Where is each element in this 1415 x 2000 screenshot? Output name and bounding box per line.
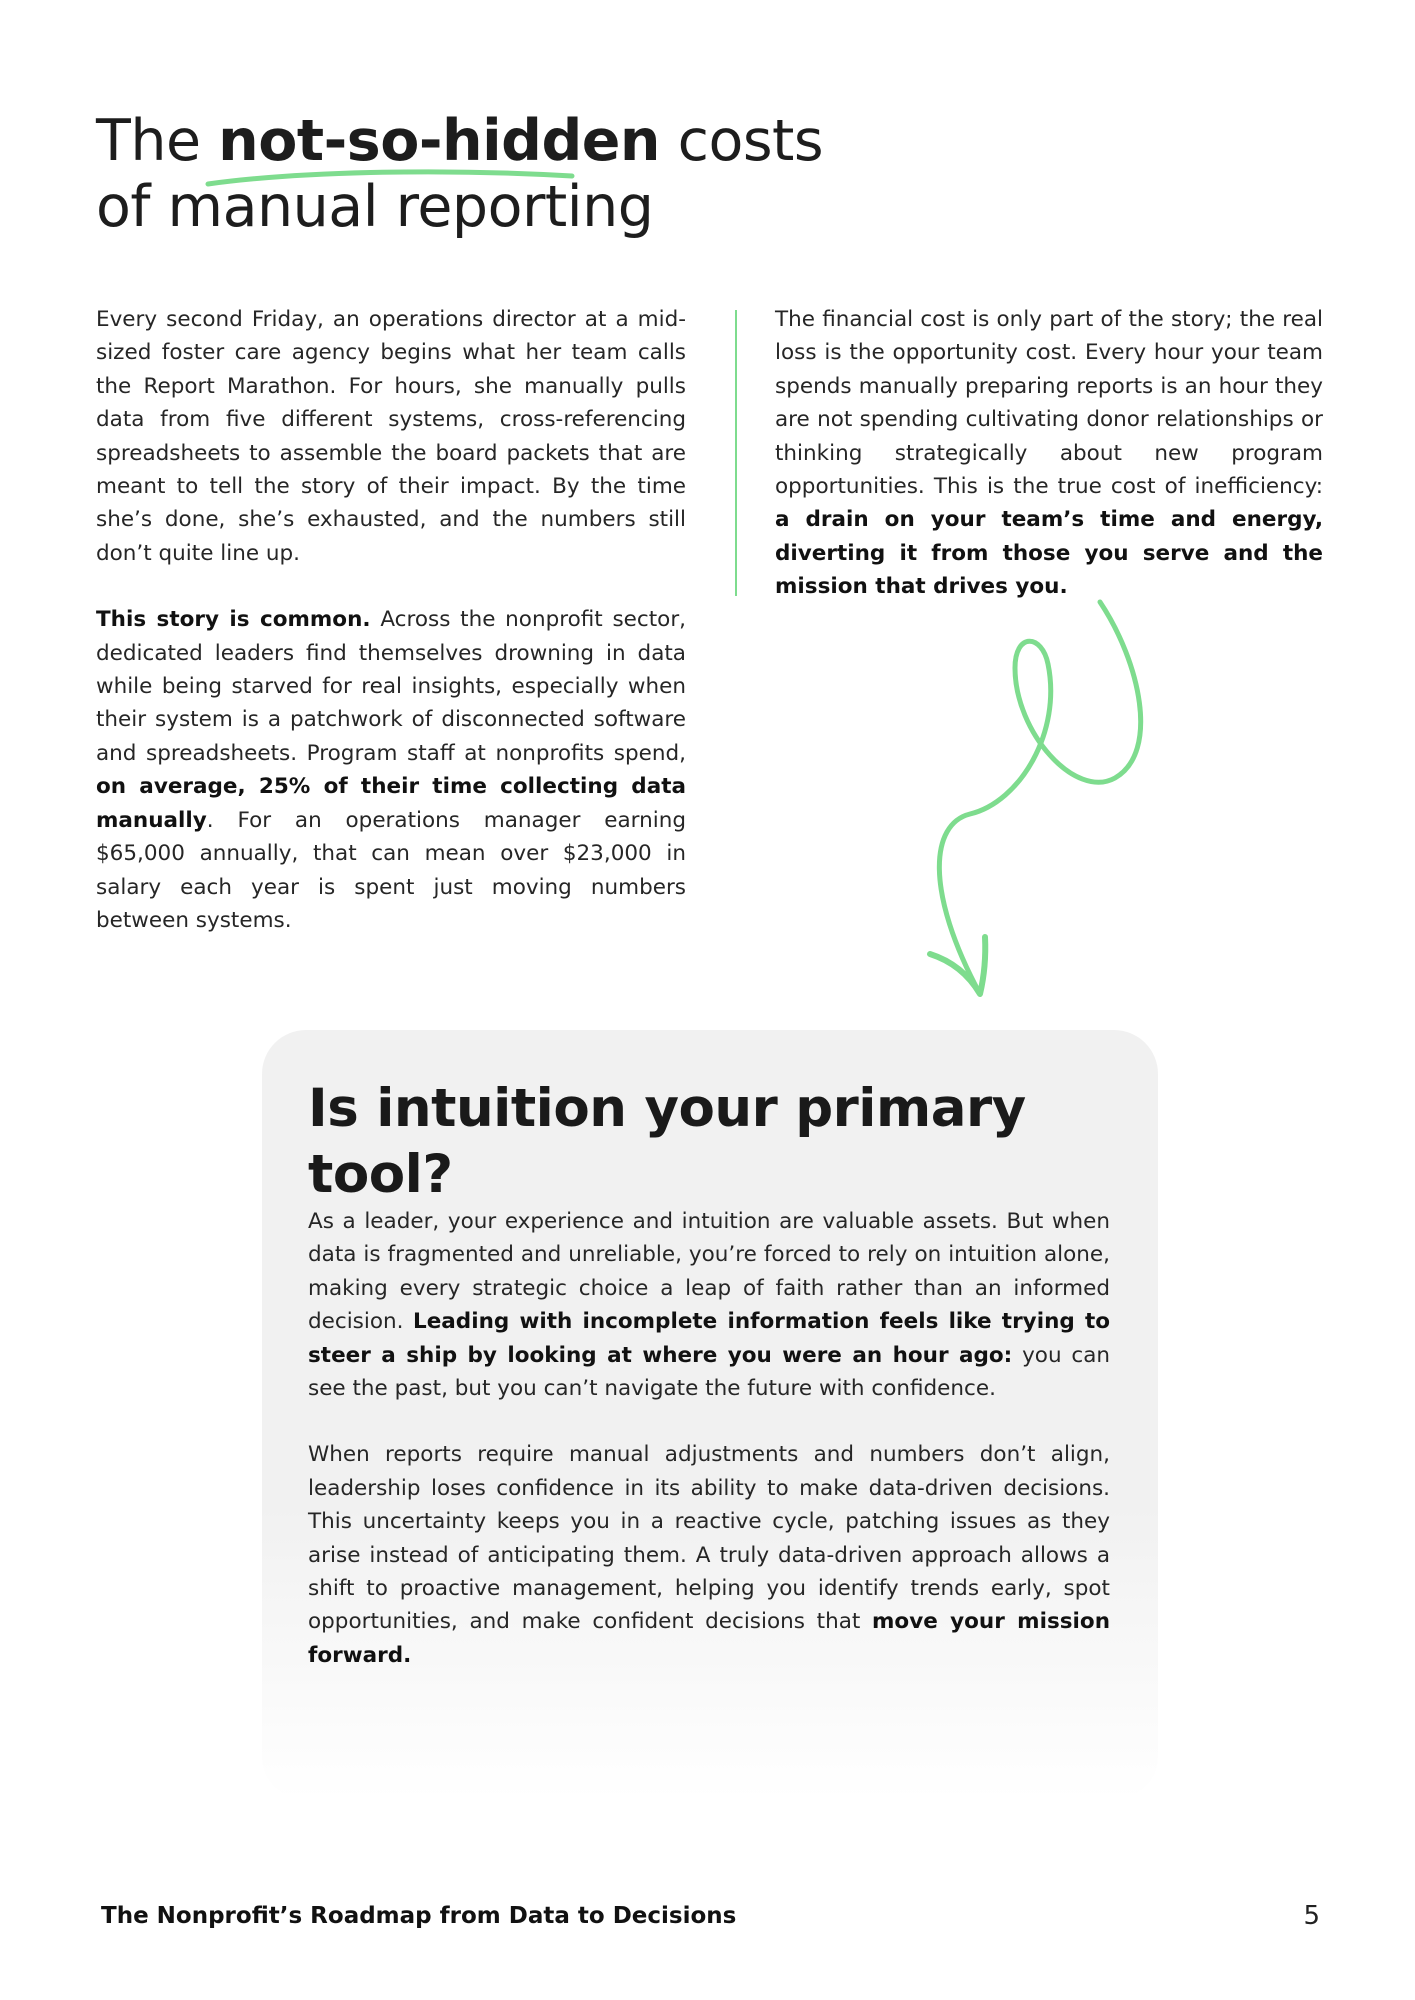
card-p1-text: As a leader, your experience and intuition are valuable assets. But when data is fragmented and unreliable, you’re forced to rely on intuition alone, making every strategic choice a leap of faith rather than an informed decision. [308,1209,1110,1335]
right-paragraph [775,303,1323,604]
column-divider [735,310,737,596]
left-paragraph-2 [96,603,686,937]
left-column [96,303,686,970]
card-p2-bold: move your mission forward. [308,1609,1110,1668]
card-paragraph-1 [308,1205,1110,1405]
title-prefix: The [96,108,219,174]
left-paragraph-1: Every second Friday, an operations director at a mid-sized foster care agency begins what her team calls the Report Marathon. For hours, she manually pulls data from five different systems, cross-referencing spreadsheets to assemble the board packets that are meant to tell the story of their impact. By the time she’s done, she’s exhausted, and the numbers still don’t quite line up. [96,307,686,566]
left-p2-text-2: . For an operations manager earning $65,000 annually, that can mean over $23,000 in salary each year is spent just moving numbers between systems. [96,807,686,933]
footer-title: The Nonprofit’s Roadmap from Data to Decisions [101,1903,737,1929]
green-swoosh-underline-icon [204,158,576,192]
card-body [308,1205,1110,1705]
green-curly-arrow-icon [900,592,1160,1012]
card-p1-text-2: you can see the past, but you can’t navigate the future with confidence. [308,1342,1110,1402]
card-p2-text: When reports require manual adjustments and numbers don’t align, leadership loses confidence in its ability to make data-driven decisions. This uncertainty keeps you in a reactive cycle, patching issues as they arise instead of anticipating them. A truly data-driven approach allows a shift to proactive management, helping you identify trends early, spot opportunities, and make confident decisions that [308,1442,1110,1635]
left-p2-bold-stat: on average, 25% of their time collecting data manually [96,774,686,833]
card-p1-bold: Leading with incomplete information feels like trying to steer a ship by looking at where you were an hour ago: [308,1309,1111,1368]
left-p2-bold-lead: This story is common. [96,607,371,633]
card-title: Is intuition your primary tool? [308,1078,1026,1205]
left-p2-text: Across the nonprofit sector, dedicated leaders find themselves drowning in data while being starved for real insights, especially when their system is a patchwork of disconnected software and spreadsheets. Program staff at nonprofits spend, [96,607,686,766]
right-text: The financial cost is only part of the story; the real loss is the opportunity cost. Every hour your team spends manually preparing reports is an hour they are not spending cultivating donor relationships or thinking strategically about new program opportunities. This is the true cost of inefficiency: [775,307,1323,500]
title-highlight: not-so-hidden [218,108,660,174]
right-bold: a drain on your team’s time and energy, diverting it from those you serve and the mission that drives you. [775,507,1323,600]
right-column [775,303,1323,637]
card-paragraph-2 [308,1438,1110,1672]
title-line-2: of manual reporting [96,174,654,240]
title-suffix: costs [660,108,824,174]
page-number: 5 [1303,1901,1320,1931]
